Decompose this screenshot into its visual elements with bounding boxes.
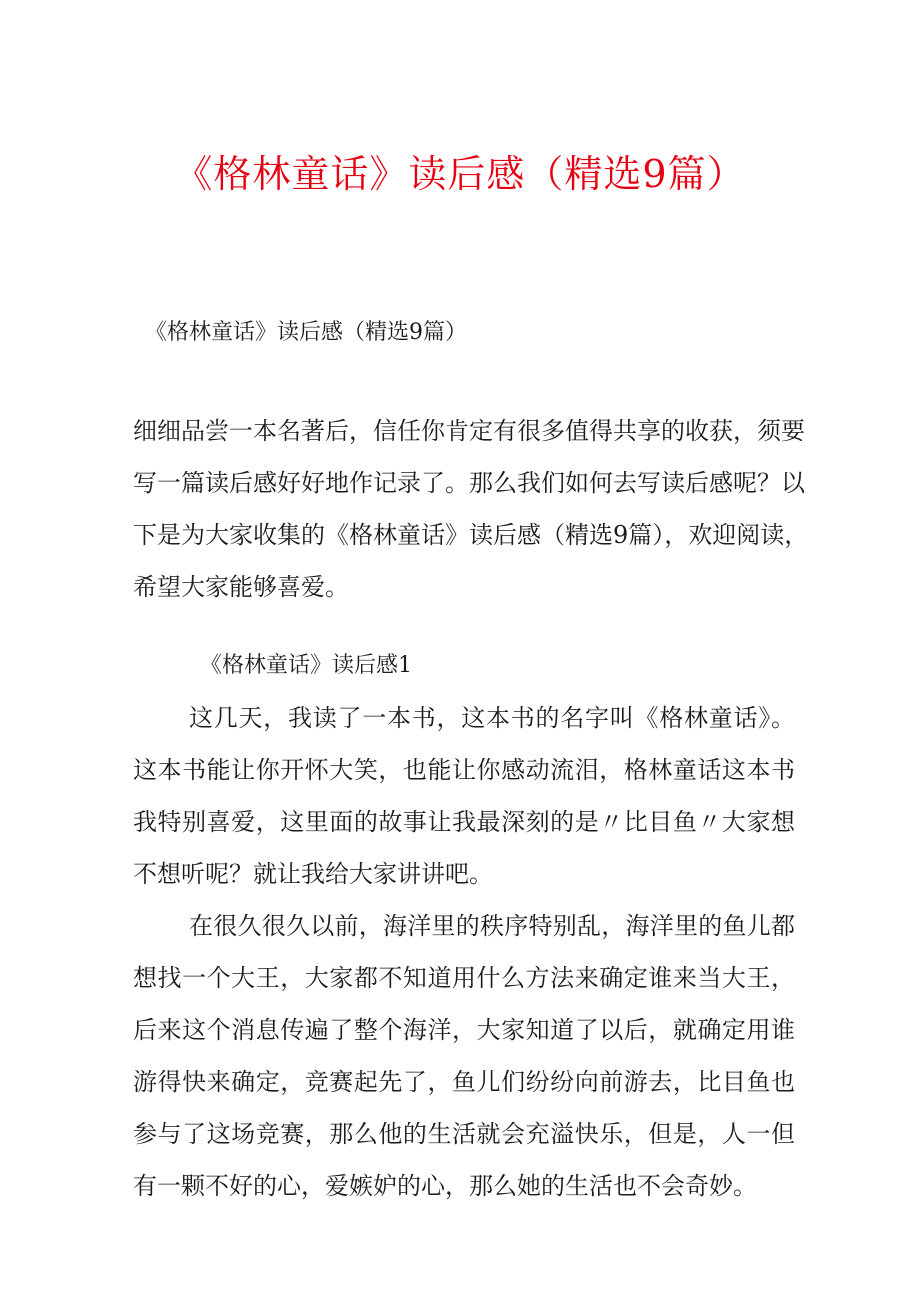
section-heading-1: 《格林童话》读后感1 <box>200 653 412 678</box>
body-paragraph-1: 这几天，我读了一本书，这本书的名字叫《格林童话》。这本书能让你开怀大笑，也能让你感动流泪，格林童话这本书我特别喜爱，这里面的故事让我最深刻的是〃比目鱼〃大家想不想听呢？就让我给大家讲讲吧。 <box>133 704 795 888</box>
document-subtitle: 《格林童话》读后感（精选9篇） <box>145 320 467 345</box>
body-paragraph-2: 在很久很久以前，海洋里的秩序特别乱，海洋里的鱼儿都想找一个大王，大家都不知道用什么方法来确定谁来当大王，后来这个消息传遍了整个海洋，大家知道了以后，就确定用谁游得快来确定，竞赛起先了，鱼儿们纷纷向前游去，比目鱼也参与了这场竞赛，那么他的生活就会充溢快乐，但是，人一但有一颗不好的心，爱嫉妒的心，那么她的生活也不会奇妙。 <box>133 912 795 1200</box>
document-title: 《格林童话》读后感（精选9篇） <box>174 152 746 196</box>
intro-paragraph: 细细品尝一本名著后，信任你肯定有很多值得共享的收获，须要写一篇读后感好好地作记录了。那么我们如何去写读后感呢？以下是为大家收集的《格林童话》读后感（精选9篇），欢迎阅读，希望大家能够喜爱。 <box>133 417 809 601</box>
